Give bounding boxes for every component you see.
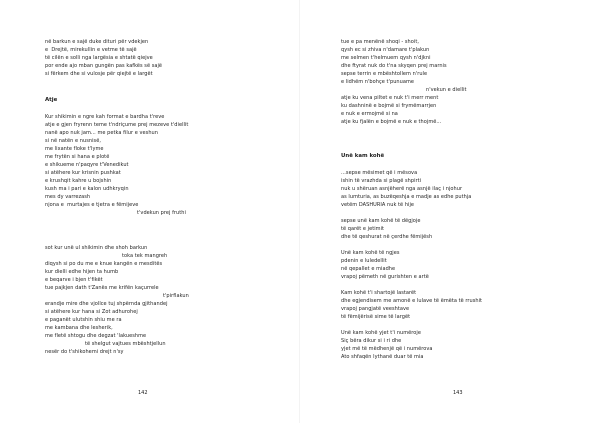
poem-line: toka tek mangreh [122, 253, 168, 259]
page-number: 142 [138, 390, 148, 396]
poem-line: të fëmijërisë sime të largët [341, 314, 411, 320]
poem-une-kam-kohe [341, 152, 482, 361]
poem-line: Unë kam kohë yjet t'i numëroje [341, 330, 421, 336]
poem-line: vetëm DASHURIA nuk të hije [341, 202, 415, 208]
poem-stanza [341, 329, 482, 361]
poem-line: dhe egjendisem me amonë e lulave të ëmëta të rrushit [341, 298, 483, 304]
poem-title: Unë kam kohë [341, 153, 385, 159]
poem-line: Unë kam kohë të ngjes [341, 250, 400, 256]
poem-line: diqysh si po du me e knue kangën e mesditës [45, 261, 163, 267]
poem-stanza [341, 289, 482, 321]
poem-line: e paganët ulutshin shiu me ra [45, 317, 122, 323]
poem-title: Atje [45, 97, 58, 103]
poem-line: ku dashninë e bojmë si frymëmarrjen [341, 103, 437, 109]
poem-line: e Drejtë, mirekullin e vetme të sajë [45, 47, 137, 53]
poem-line: ...sepse mësimet që i mësova [341, 170, 418, 176]
left-opening-stanza [45, 38, 162, 78]
poem-line: e beqarve i bjen t'fikët [45, 277, 103, 283]
poem-line: n'vekun e diellit [426, 87, 467, 93]
poem-stanza [341, 217, 482, 241]
right-page [300, 0, 600, 423]
poem-line: e krushqit kahre u bojshin [45, 178, 112, 184]
poem-stanza [341, 169, 482, 209]
poem-line: të cilën e solli nga largësia e shtatë qiejve [45, 55, 153, 61]
poem-line: me lixante floke t'lyme [45, 146, 104, 152]
poem-line: ishin të vrazhda si plagë shpirti [341, 178, 422, 184]
poem-line: qysh ec si zhiva n'damare t'plakun [341, 47, 430, 53]
poem-line: sepse terrin e mbështollem n'rule [341, 71, 428, 77]
poem-line: dhe të qeshurat në çerdhe fëmijësh [341, 234, 433, 240]
poem-line: as lumturia, as buzëqeshja e madje as edhe puthja [341, 194, 472, 200]
poem-line: atje ku fjalën e bojmë e nuk e thojmë... [341, 119, 442, 125]
poem-line: atje ku vena piltet e nuk t'i merr ment [341, 95, 439, 101]
poem-line: kur dielli edhe hijen ta humb [45, 269, 119, 275]
poem-line: si fërkem dhe si vulosje për qiejtë e largët [45, 71, 153, 77]
poem-line: nanë apo nuk jam... me petka filur e veshun [45, 130, 158, 136]
poem-line: Kur shikimin e ngre kah format e bardha t'reve [45, 114, 165, 120]
poem-stanza [341, 249, 482, 281]
poem-line: tue e pa menënë shoqi - shoit, [341, 39, 419, 45]
poem-line: Kam kohë t'i shartojë lastarët [341, 290, 417, 296]
poem-line: dhe ftyrat nuk do t'na skyqen prej marnis [341, 63, 447, 69]
poem-line: vrapoj pangjatë veeshtave [341, 306, 410, 312]
poem-line: Ato shfaqën lythanë duar të mia [341, 354, 424, 360]
poem-line: e shikueme n'paqyre t'Venedikut [45, 162, 129, 168]
poem-line: në qepallet e miadhe [341, 266, 396, 272]
poem-line: si atëhere kur hana si Zot adhurohej [45, 309, 138, 315]
poem-line: me frytën si hana e plotë [45, 154, 110, 160]
poem-line: si në natën e nusnisë, [45, 138, 101, 144]
poem-line: të shelgut vajtues mbështjellun [85, 341, 166, 347]
poem-line: Siç bëra dikur si i ri dhe [341, 338, 402, 344]
poem-line: me selmen t'helmuem qysh n'djkni [341, 55, 431, 61]
poem-line: sot kur unë ul shikimin dhe shoh barkun [45, 245, 148, 251]
poem-line: pdenin e luledellit [341, 258, 387, 264]
poem-atje [45, 96, 188, 217]
poem-line: atje e gjen fryrenn teme t'ndriçume prej mezeve t'diellit [45, 122, 189, 128]
page-number: 143 [453, 390, 463, 396]
poem-line: sepse unë kam kohë të dëgjoje [341, 218, 421, 224]
poem-line: por ende ajo mban gungën pas kafkës së sajë [45, 63, 163, 69]
poem-line: kush ma i pari e kalon udhkryqin [45, 186, 129, 192]
poem-line: të qarët e jetimit [341, 226, 385, 232]
poem-line: tue pajkjen dath t'Zanës me krifën kaçurrele [45, 285, 159, 291]
poem-line: si atëhere kur krisnin pushkat [45, 170, 121, 176]
poem-line: t'vdekun prej fruthi [137, 210, 186, 216]
poem-line: vrapoj pëmeth në gurishten e artë [341, 274, 429, 280]
right-opening-stanza [341, 38, 467, 126]
poem-line: mes dy varrezash [45, 194, 91, 200]
poem-line: me kambana dhe lesherik, [45, 325, 113, 331]
poem-line: erandje mire dhe vjollce tuj shpërnda gjithandej [45, 301, 168, 307]
poem-atje-continuation [45, 244, 189, 356]
poem-line: e nuk e ermojmë si na [341, 111, 398, 117]
poem-line: me fletë shtogu dhe degzat 'lakueshme [45, 333, 147, 339]
poem-line: njona e murtajes e tjetra e fëmijeve [45, 202, 139, 208]
poem-line: në barkun e sajë duke dituri për vdekjen [45, 39, 149, 45]
poem-line: nuk u shëruan asnjëherë nga asnjë ilaç i njohur [341, 186, 463, 192]
poem-line: nesër do t'shikohemi drejt n'sy [45, 349, 124, 355]
poem-line: e lidhëm n'bohçe t'punuame [341, 79, 415, 85]
poem-line: t'pirflakun [163, 293, 189, 299]
poem-line: yjet më të mëdhenjë që i numërova [341, 346, 433, 352]
